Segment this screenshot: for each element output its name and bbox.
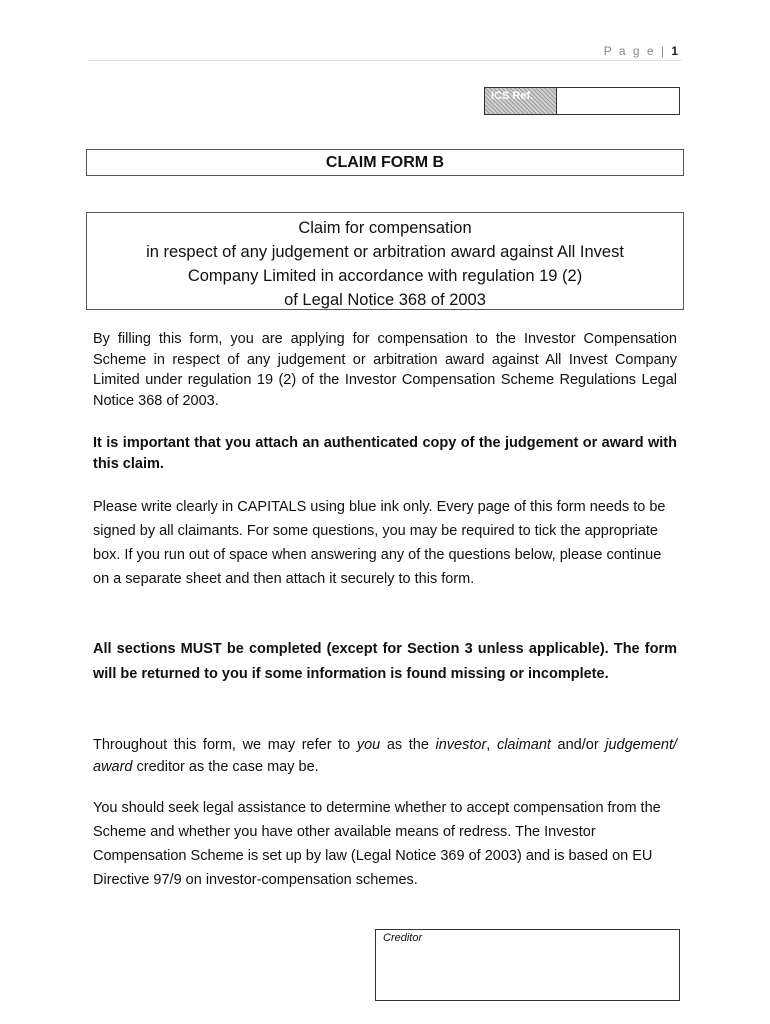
- term-investor: investor: [435, 737, 487, 753]
- intro-text: By filling this form, you are applying for compensation to the Investor Compensation Scheme in respect of any judgement or arbitration award against All Invest Company Limited under regulation 19 (2) of the Investor Compensation Scheme Regulations Legal Notice 368 of 2003.: [93, 331, 677, 409]
- subtitle-line-4: of Legal Notice 368 of 2003: [284, 291, 486, 309]
- subtitle-line-3: Company Limited in accordance with regulation 19 (2): [187, 267, 583, 285]
- form-title: CLAIM FORM B: [86, 149, 684, 176]
- legal-paragraph: [93, 796, 677, 892]
- important-paragraph: [93, 433, 677, 475]
- terms-part-4: and/or: [550, 737, 606, 753]
- subtitle-line-1: Claim for compensation: [298, 219, 472, 237]
- ics-ref-label: ICS Ref.: [485, 88, 557, 114]
- term-creditor: judgement/ award: [93, 737, 678, 775]
- instructions-text: Please write clearly in CAPITALS using blue ink only. Every page of this form needs to be signed by all claimants. For some questions, you may be required to tick the appropriate box. If you run out of space when answering any of the questions below, please continue on a separate sheet and then attach it securely to this form.: [93, 499, 666, 587]
- page-label: P a g e |: [603, 44, 666, 58]
- terms-part-3: ,: [486, 737, 497, 753]
- terms-part-5: creditor as the case may be.: [132, 759, 319, 775]
- sections-text: All sections MUST be completed (except for Section 3 unless applicable). The form will be returned to you if some information is found missing or incomplete.: [93, 641, 677, 682]
- legal-text: You should seek legal assistance to determine whether to accept compensation from the Scheme and whether you have other available means of redress. The Investor Compensation Scheme is set up by law (Legal Notice 369 of 2003) and is based on EU Directive 97/9 on investor-compensation schemes.: [93, 800, 661, 888]
- intro-paragraph: [93, 329, 677, 411]
- page-number-value: 1: [671, 44, 678, 58]
- important-text: It is important that you attach an authenticated copy of the judgement or award with this claim.: [93, 435, 677, 472]
- terms-paragraph: [93, 734, 677, 778]
- creditor-label: Creditor: [383, 932, 423, 944]
- creditor-signature-box[interactable]: [375, 929, 680, 1001]
- term-claimant: claimant: [496, 737, 551, 753]
- terms-part-1: Throughout this form, we may refer to: [93, 737, 357, 753]
- page-number: [604, 44, 678, 58]
- ics-ref-box: [484, 87, 680, 115]
- terms-part-2: as the: [380, 737, 436, 753]
- ics-ref-field[interactable]: [557, 88, 679, 114]
- terms-text: [93, 734, 677, 778]
- instructions-paragraph: [93, 495, 677, 591]
- subtitle-line-2: in respect of any judgement or arbitration award against All Invest: [146, 243, 624, 261]
- term-you: you: [356, 737, 381, 753]
- sections-paragraph: [93, 637, 677, 687]
- header-divider: [88, 60, 682, 61]
- form-subtitle-box: [86, 212, 684, 310]
